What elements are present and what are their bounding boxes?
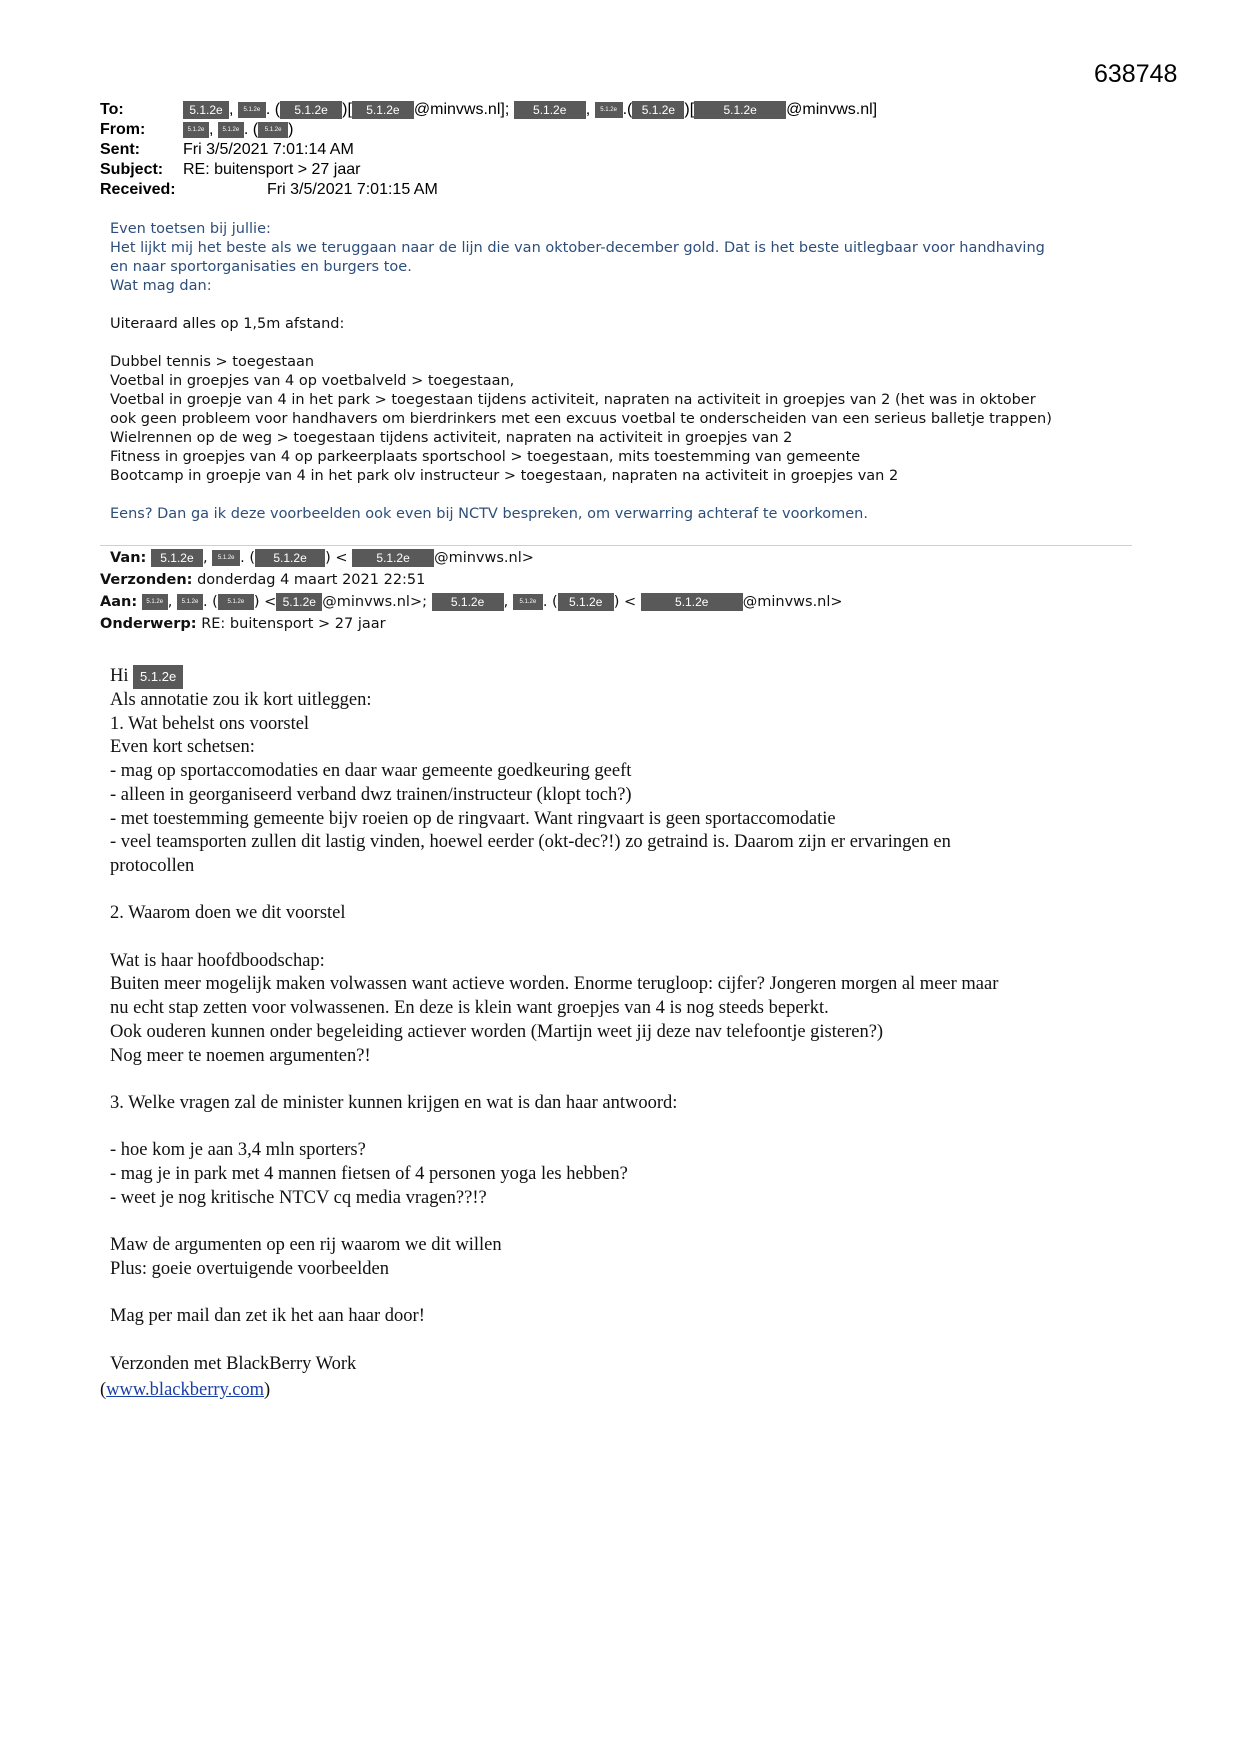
from-value: 5.1.2e , 5.1.2e . ( 5.1.2e ) [183, 120, 293, 140]
verzonden-label: Verzonden: [100, 572, 193, 588]
redaction-box: 5.1.2e [238, 102, 266, 118]
aan-domain-1: @minvws.nl>; [322, 594, 427, 610]
redaction-box: 5.1.2e [255, 549, 325, 567]
reply-item: ook geen probleem voor handhavers om bierdrinkers met een excuus voetbal te onderscheiden van een serieus balletje trappen) [110, 411, 1052, 427]
redaction-box: 5.1.2e [218, 122, 244, 138]
body-line: - met toestemming gemeente bijv roeien op de ringvaart. Want ringvaart is geen sportaccomodatie [110, 808, 836, 829]
redaction-box: 5.1.2e [276, 593, 322, 611]
redaction-box: 5.1.2e [352, 101, 414, 119]
redaction-box: 5.1.2e [212, 550, 240, 566]
body-line: 2. Waarom doen we dit voorstel [110, 903, 346, 924]
body-line: nu echt stap zetten voor volwassenen. En deze is klein want groepjes van 4 is nog steeds beperkt. [110, 998, 829, 1019]
body-line: 1. Wat behelst ons voorstel [110, 713, 310, 734]
redaction-box: 5.1.2e [142, 594, 168, 610]
to-domain-2: @minvws.nl] [786, 101, 878, 118]
redaction-box: 5.1.2e [352, 549, 434, 567]
aan-domain-2: @minvws.nl> [742, 594, 843, 610]
reply-item: Wielrennen op de weg > toegestaan tijdens activiteit, napraten na activiteit in groepjes van 2 [110, 430, 793, 446]
reply-item: Dubbel tennis > toegestaan [110, 354, 315, 370]
body-line: Nog meer te noemen argumenten?! [110, 1045, 371, 1066]
body-line: - mag op sportaccomodaties en daar waar gemeente goedkeuring geeft [110, 761, 632, 782]
sent-value: Fri 3/5/2021 7:01:14 AM [183, 141, 354, 158]
body-line: - hoe kom je aan 3,4 mln sporters? [110, 1140, 366, 1161]
redaction-box: 5.1.2e [558, 593, 614, 611]
redaction-box: 5.1.2e [258, 122, 288, 138]
redaction-box: 5.1.2e [280, 101, 342, 119]
verzonden-value: donderdag 4 maart 2021 22:51 [197, 572, 426, 588]
separator-line [100, 545, 1132, 546]
body-line: Maw de argumenten op een rij waarom we dit willen [110, 1235, 502, 1256]
redaction-box: 5.1.2e [218, 594, 254, 610]
redaction-box: 5.1.2e [183, 122, 209, 138]
subject-label: Subject: [100, 161, 164, 178]
fwd-onderwerp-row [100, 614, 386, 634]
link-paren-close: ) [264, 1380, 271, 1400]
to-value: 5.1.2e , 5.1.2e . ( 5.1.2e )[ 5.1.2e @minvws.nl]; 5.1.2e , 5.1.2e .( 5.1.2e )[ 5.1.2e @minvws.nl] [183, 100, 877, 120]
greeting-line [110, 664, 183, 689]
body-line: - weet je nog kritische NTCV cq media vragen??!? [110, 1187, 487, 1208]
sent-label: Sent: [100, 141, 140, 158]
to-label: To: [100, 101, 124, 118]
fwd-verzonden-row [100, 570, 425, 590]
reply-line: Even toetsen bij jullie: [110, 221, 271, 237]
redaction-box: 5.1.2e [595, 102, 623, 118]
redaction-box: 5.1.2e [632, 101, 684, 119]
redaction-box: 5.1.2e [694, 101, 786, 119]
body-line: Als annotatie zou ik kort uitleggen: [110, 690, 372, 710]
redaction-box: 5.1.2e [513, 594, 543, 610]
body-line: Plus: goeie overtuigende voorbeelden [110, 1258, 389, 1279]
reply-line: en naar sportorganisaties en burgers toe. [110, 259, 412, 275]
subject-value: RE: buitensport > 27 jaar [183, 161, 361, 178]
received-value: Fri 3/5/2021 7:01:15 AM [267, 181, 438, 198]
body-line: Wat is haar hoofdboodschap: [110, 950, 325, 971]
body-line: - alleen in georganiseerd verband dwz trainen/instructeur (klopt toch?) [110, 784, 632, 805]
from-label: From: [100, 121, 146, 138]
reply-item: Fitness in groepjes van 4 op parkeerplaats sportschool > toegestaan, mits toestemming van gemeente [110, 449, 861, 465]
van-domain: @minvws.nl> [434, 550, 534, 566]
received-label: Received: [100, 181, 176, 198]
body-line: - veel teamsporten zullen dit lastig vinden, hoewel eerder (okt-dec?!) zo getraind is. Daarom zijn er ervaringen en [110, 832, 951, 853]
fwd-van-row: Van: 5.1.2e , 5.1.2e . ( 5.1.2e ) < 5.1.2e @minvws.nl> [110, 550, 534, 566]
reply-line: Wat mag dan: [110, 278, 212, 294]
body-line: Even kort schetsen: [110, 737, 255, 758]
body-line: Verzonden met BlackBerry Work [110, 1353, 357, 1374]
reply-item: Bootcamp in groepje van 4 in het park olv instructeur > toegestaan, napraten na activiteit in groepjes van 2 [110, 468, 899, 484]
reply-intro: Uiteraard alles op 1,5m afstand: [110, 316, 345, 332]
aan-label: Aan: [100, 594, 138, 610]
link-paren-open: ( [100, 1380, 107, 1400]
body-line: - mag je in park met 4 mannen fietsen of 4 personen yoga les hebben? [110, 1164, 628, 1184]
redaction-box: 5.1.2e [177, 594, 203, 610]
redaction-box: 5.1.2e [151, 549, 203, 567]
body-line: Ook ouderen kunnen onder begeleiding actiever worden (Martijn weet jij deze nav telefoontje gisteren?) [110, 1021, 884, 1042]
redaction-box: 5.1.2e [432, 593, 504, 611]
redaction-box: 5.1.2e [514, 101, 586, 119]
onderwerp-value: RE: buitensport > 27 jaar [201, 616, 386, 632]
body-line: Mag per mail dan zet ik het aan haar door! [110, 1306, 425, 1327]
van-label: Van: [110, 550, 147, 566]
blackberry-link-line [100, 1378, 270, 1402]
redaction-box: 5.1.2e [133, 665, 183, 689]
greeting: Hi [110, 666, 129, 686]
reply-item: Voetbal in groepjes van 4 op voetbalveld > toegestaan, [110, 373, 515, 389]
redaction-box: 5.1.2e [183, 101, 229, 119]
document-id: 638748 [1094, 60, 1178, 88]
fwd-aan-row: Aan: 5.1.2e , 5.1.2e . ( 5.1.2e ) < 5.1.2e @minvws.nl>; 5.1.2e , 5.1.2e . ( 5.1.2e ) < 5.1.2e @minvws.nl> [100, 594, 843, 610]
blackberry-link[interactable]: www.blackberry.com [106, 1380, 265, 1400]
body-line: 3. Welke vragen zal de minister kunnen krijgen en wat is dan haar antwoord: [110, 1092, 678, 1113]
body-line: Buiten meer mogelijk maken volwassen want actieve worden. Enorme terugloop: cijfer? Jongeren morgen al meer maar [110, 974, 999, 995]
reply-closing: Eens? Dan ga ik deze voorbeelden ook even bij NCTV bespreken, om verwarring achteraf te voorkomen. [110, 506, 868, 522]
reply-item: Voetbal in groepje van 4 in het park > toegestaan tijdens activiteit, napraten na activiteit in groepjes van 2 (het was in oktober [110, 392, 1036, 408]
reply-line: Het lijkt mij het beste als we teruggaan naar de lijn die van oktober-december gold. Dat is het beste uitlegbaar voor handhaving [110, 240, 1045, 256]
redaction-box: 5.1.2e [641, 593, 743, 611]
body-line: protocollen [110, 855, 195, 876]
onderwerp-label: Onderwerp: [100, 616, 197, 632]
to-domain-1: @minvws.nl]; [413, 101, 510, 118]
